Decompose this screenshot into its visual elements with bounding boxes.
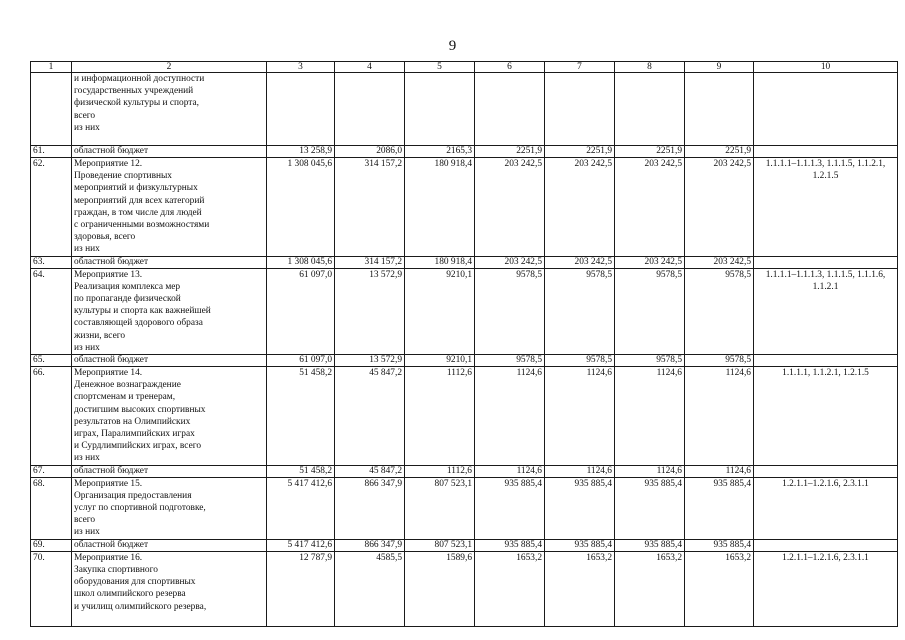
- value-col-7: 935 885,4: [545, 539, 615, 551]
- table-row: [31, 539, 898, 551]
- value-col-3: 13 258,9: [267, 146, 335, 158]
- row-description: областной бюджет: [72, 539, 267, 551]
- table-row: [31, 477, 898, 539]
- value-col-4: 2086,0: [335, 146, 405, 158]
- row-description: и информационной доступности государственных учреждений физической культуры и спорта, всего из них: [72, 73, 267, 146]
- reference-indicators: 1.2.1.1–1.2.1.6, 2.3.1.1: [754, 551, 898, 626]
- page-number: 9: [448, 38, 457, 54]
- value-col-5: 180 918,4: [405, 256, 475, 268]
- value-col-3: 5 417 412,6: [267, 477, 335, 539]
- value-col-3: 51 458,2: [267, 465, 335, 477]
- header-cell-2: 2: [72, 62, 267, 73]
- table-row: [31, 355, 898, 367]
- row-number: 67.: [31, 465, 72, 477]
- value-col-7: 9578,5: [545, 268, 615, 354]
- row-number: 70.: [31, 551, 72, 626]
- value-col-8: 203 242,5: [615, 256, 685, 268]
- value-col-7: [545, 73, 615, 146]
- value-col-7: 9578,5: [545, 355, 615, 367]
- header-cell-3: 3: [267, 62, 335, 73]
- value-col-7: 1124,6: [545, 367, 615, 466]
- value-col-8: 935 885,4: [615, 539, 685, 551]
- table-row: [31, 73, 898, 146]
- header-cell-10: 10: [754, 62, 898, 73]
- value-col-4: 866 347,9: [335, 539, 405, 551]
- header-cell-8: 8: [615, 62, 685, 73]
- table-row: [31, 465, 898, 477]
- table-row: [31, 367, 898, 466]
- value-col-6: 1653,2: [475, 551, 545, 626]
- value-col-3: 51 458,2: [267, 367, 335, 466]
- value-col-6: 2251,9: [475, 146, 545, 158]
- row-number: 65.: [31, 355, 72, 367]
- value-col-7: 1124,6: [545, 465, 615, 477]
- reference-indicators: [754, 146, 898, 158]
- value-col-8: 935 885,4: [615, 477, 685, 539]
- row-number: 62.: [31, 158, 72, 257]
- reference-indicators: 1.1.1.1–1.1.1.3, 1.1.1.5, 1.1.2.1, 1.2.1.5: [754, 158, 898, 257]
- value-col-3: 5 417 412,6: [267, 539, 335, 551]
- value-col-9: [685, 73, 754, 146]
- value-col-6: [475, 73, 545, 146]
- value-col-4: 314 157,2: [335, 256, 405, 268]
- row-description: областной бюджет: [72, 355, 267, 367]
- table-row: [31, 551, 898, 626]
- value-col-5: 180 918,4: [405, 158, 475, 257]
- row-number: 64.: [31, 268, 72, 354]
- header-row: [31, 62, 898, 73]
- value-col-8: 9578,5: [615, 268, 685, 354]
- reference-indicators: 1.1.1.1–1.1.1.3, 1.1.1.5, 1.1.1.6, 1.1.2.1: [754, 268, 898, 354]
- row-number: 69.: [31, 539, 72, 551]
- value-col-8: [615, 73, 685, 146]
- value-col-4: 13 572,9: [335, 355, 405, 367]
- value-col-7: 1653,2: [545, 551, 615, 626]
- reference-indicators: [754, 73, 898, 146]
- row-description: Мероприятие 14. Денежное вознаграждение спортсменам и тренерам, достигшим высоких спортивных результатов на Олимпийских играх, Паралимпийских играх и Сурдлимпийских играх, всего из них: [72, 367, 267, 466]
- value-col-5: 9210,1: [405, 355, 475, 367]
- header-cell-5: 5: [405, 62, 475, 73]
- header-cell-7: 7: [545, 62, 615, 73]
- value-col-6: 1124,6: [475, 367, 545, 466]
- value-col-6: 935 885,4: [475, 539, 545, 551]
- value-col-6: 1124,6: [475, 465, 545, 477]
- value-col-8: 1124,6: [615, 465, 685, 477]
- value-col-4: 4585,5: [335, 551, 405, 626]
- value-col-3: 61 097,0: [267, 355, 335, 367]
- value-col-5: 1112,6: [405, 465, 475, 477]
- value-col-5: 807 523,1: [405, 477, 475, 539]
- value-col-8: 2251,9: [615, 146, 685, 158]
- value-col-5: 9210,1: [405, 268, 475, 354]
- header-cell-9: 9: [685, 62, 754, 73]
- reference-indicators: [754, 355, 898, 367]
- row-description: Мероприятие 16. Закупка спортивного оборудования для спортивных школ олимпийского резерва и училищ олимпийского резерва,: [72, 551, 267, 626]
- table-row: [31, 158, 898, 257]
- row-number: [31, 73, 72, 146]
- row-number: 66.: [31, 367, 72, 466]
- value-col-3: 12 787,9: [267, 551, 335, 626]
- value-col-6: 9578,5: [475, 268, 545, 354]
- value-col-3: [267, 73, 335, 146]
- row-number: 61.: [31, 146, 72, 158]
- value-col-9: 935 885,4: [685, 477, 754, 539]
- value-col-7: 2251,9: [545, 146, 615, 158]
- value-col-9: 9578,5: [685, 268, 754, 354]
- reference-indicators: [754, 539, 898, 551]
- value-col-4: 866 347,9: [335, 477, 405, 539]
- value-col-9: 9578,5: [685, 355, 754, 367]
- value-col-9: 203 242,5: [685, 158, 754, 257]
- value-col-6: 203 242,5: [475, 158, 545, 257]
- value-col-4: [335, 73, 405, 146]
- value-col-6: 203 242,5: [475, 256, 545, 268]
- row-description: Мероприятие 15. Организация предоставления услуг по спортивной подготовке, всего из них: [72, 477, 267, 539]
- value-col-5: 807 523,1: [405, 539, 475, 551]
- value-col-7: 203 242,5: [545, 158, 615, 257]
- table-row: [31, 146, 898, 158]
- row-number: 63.: [31, 256, 72, 268]
- value-col-5: 2165,3: [405, 146, 475, 158]
- value-col-9: 2251,9: [685, 146, 754, 158]
- value-col-5: 1589,6: [405, 551, 475, 626]
- row-description: Мероприятие 12. Проведение спортивных мероприятий и физкультурных мероприятий для всех категорий граждан, в том числе для людей с ограниченными возможностями здоровья, всего из них: [72, 158, 267, 257]
- reference-indicators: [754, 256, 898, 268]
- header-cell-1: 1: [31, 62, 72, 73]
- value-col-5: 1112,6: [405, 367, 475, 466]
- value-col-8: 203 242,5: [615, 158, 685, 257]
- value-col-9: 203 242,5: [685, 256, 754, 268]
- value-col-5: [405, 73, 475, 146]
- value-col-3: 61 097,0: [267, 268, 335, 354]
- header-cell-6: 6: [475, 62, 545, 73]
- value-col-8: 1124,6: [615, 367, 685, 466]
- value-col-6: 935 885,4: [475, 477, 545, 539]
- value-col-6: 9578,5: [475, 355, 545, 367]
- row-description: Мероприятие 13. Реализация комплекса мер по пропаганде физической культуры и спорта как важнейшей составляющей здорового образа жизни, всего из них: [72, 268, 267, 354]
- header-cell-4: 4: [335, 62, 405, 73]
- value-col-3: 1 308 045,6: [267, 158, 335, 257]
- value-col-9: 1124,6: [685, 465, 754, 477]
- value-col-4: 45 847,2: [335, 367, 405, 466]
- row-description: областной бюджет: [72, 146, 267, 158]
- row-description: областной бюджет: [72, 465, 267, 477]
- value-col-4: 314 157,2: [335, 158, 405, 257]
- row-description: областной бюджет: [72, 256, 267, 268]
- value-col-9: 1653,2: [685, 551, 754, 626]
- value-col-4: 13 572,9: [335, 268, 405, 354]
- value-col-9: 935 885,4: [685, 539, 754, 551]
- value-col-7: 935 885,4: [545, 477, 615, 539]
- value-col-4: 45 847,2: [335, 465, 405, 477]
- reference-indicators: 1.1.1.1, 1.1.2.1, 1.2.1.5: [754, 367, 898, 466]
- reference-indicators: [754, 465, 898, 477]
- value-col-9: 1124,6: [685, 367, 754, 466]
- budget-table: [30, 61, 898, 627]
- table-row: [31, 256, 898, 268]
- value-col-8: 9578,5: [615, 355, 685, 367]
- value-col-3: 1 308 045,6: [267, 256, 335, 268]
- value-col-7: 203 242,5: [545, 256, 615, 268]
- reference-indicators: 1.2.1.1–1.2.1.6, 2.3.1.1: [754, 477, 898, 539]
- table-row: [31, 268, 898, 354]
- row-number: 68.: [31, 477, 72, 539]
- value-col-8: 1653,2: [615, 551, 685, 626]
